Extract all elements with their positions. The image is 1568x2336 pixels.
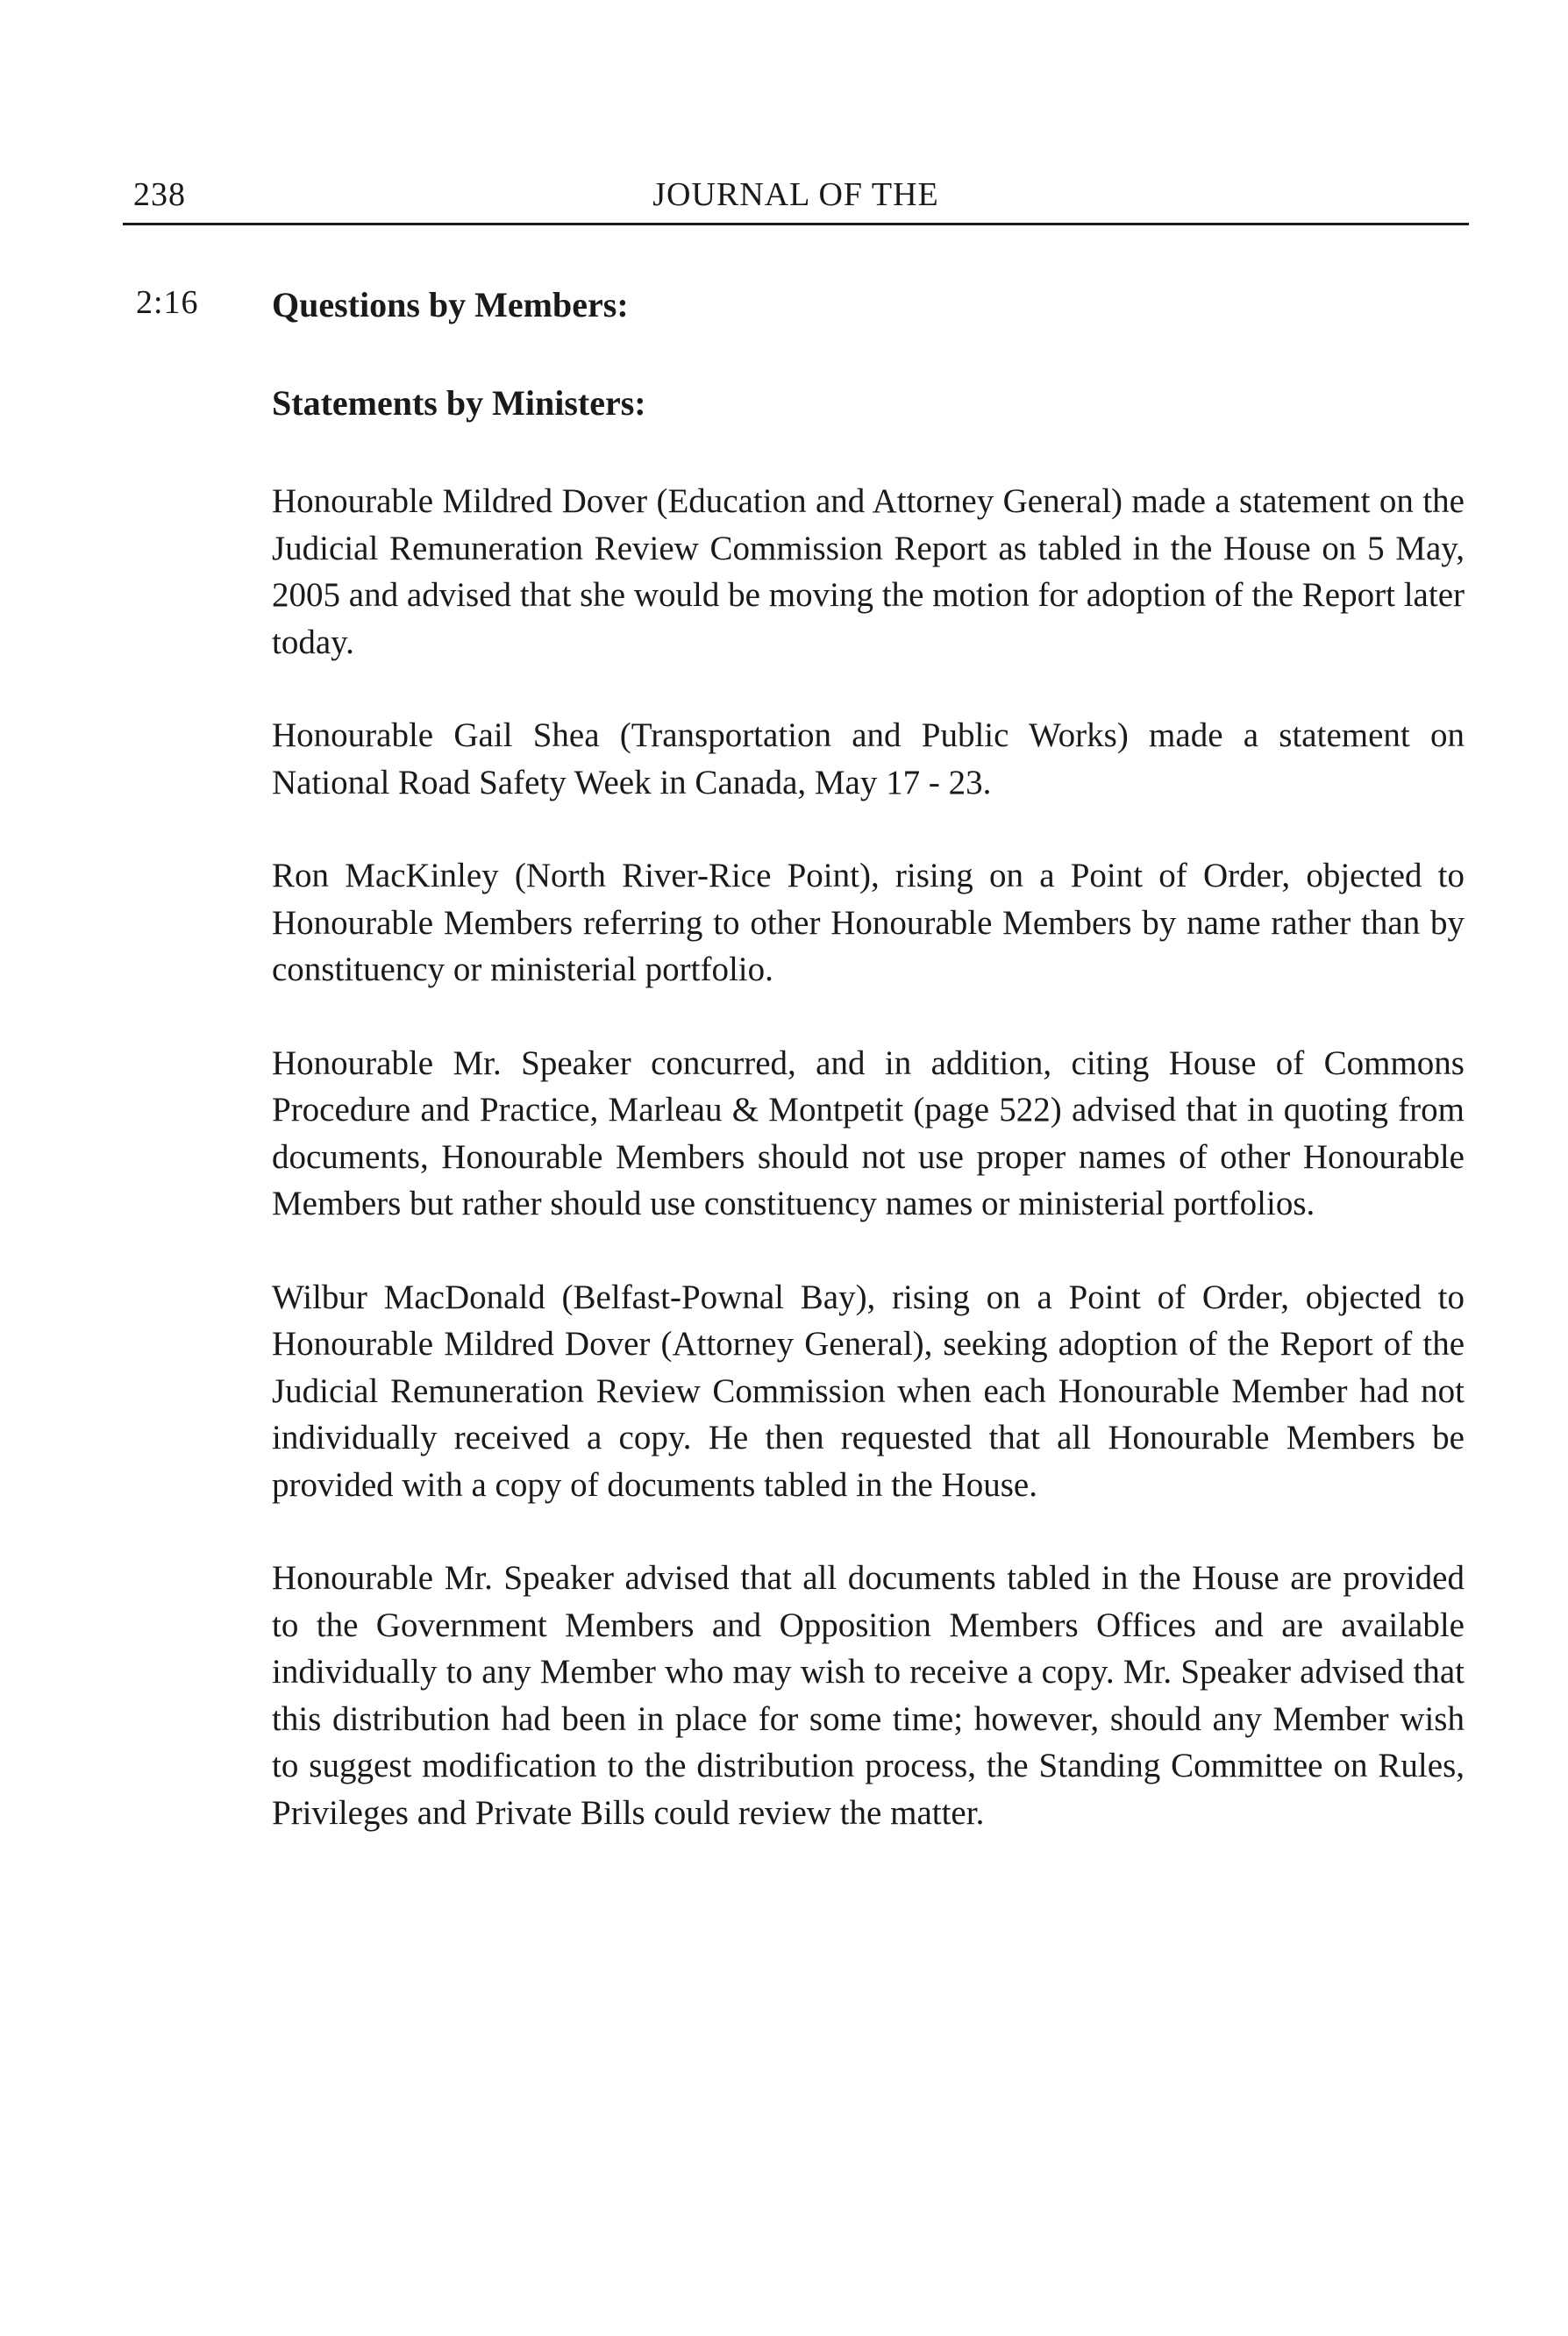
running-title: JOURNAL OF THE	[652, 176, 939, 213]
entry-time: 2:16	[136, 284, 199, 321]
page-header	[123, 175, 1469, 228]
page-number: 238	[133, 176, 186, 213]
paragraph-mackinley-point-of-order: Ron MacKinley (North River-Rice Point), rising on a Point of Order, objected to Honourable Members referring to other Honourable Members by name rather than by constituency or ministerial portfolio.	[272, 857, 1465, 988]
paragraph-macdonald-point-of-order: Wilbur MacDonald (Belfast-Pownal Bay), rising on a Point of Order, objected to Honourable Mildred Dover (Attorney General), seeking adoption of the Report of the Judicial Remuneration Review Commission when each Honourable Member had not individually received a copy. He then requested that all Honourable Members be provided with a copy of documents tabled in the House.	[272, 1278, 1465, 1504]
paragraph-shea-statement: Honourable Gail Shea (Transportation and Public Works) made a statement on National Road Safety Week in Canada, May 17 - 23.	[272, 716, 1465, 801]
paragraph-speaker-concurred: Honourable Mr. Speaker concurred, and in addition, citing House of Commons Procedure and Practice, Marleau & Montpetit (page 522) advised that in quoting from documents, Honourable Members should not use proper names of other Honourable Members but rather should use constituency names or ministerial portfolios.	[272, 1043, 1465, 1222]
entry-content	[272, 281, 1465, 1883]
paragraph-dover-statement: Honourable Mildred Dover (Education and Attorney General) made a statement on the Judicial Remuneration Review Commission Report as tabled in the House on 5 May, 2005 and advised that she would be moving the motion for adoption of the Report later today.	[272, 482, 1465, 661]
heading-statements-by-ministers: Statements by Ministers:	[272, 383, 646, 423]
heading-questions-by-members: Questions by Members:	[272, 285, 629, 324]
paragraph-speaker-distribution: Honourable Mr. Speaker advised that all documents tabled in the House are provided to the Government Members and Opposition Members Offices and are available individually to any Member who may wish to receive a copy. Mr. Speaker advised that this distribution had been in place for some time; however, should any Member wish to suggest modification to the distribution process, the Standing Committee on Rules, Privileges and Private Bills could review the matter.	[272, 1559, 1465, 1832]
header-rule	[123, 223, 1469, 225]
